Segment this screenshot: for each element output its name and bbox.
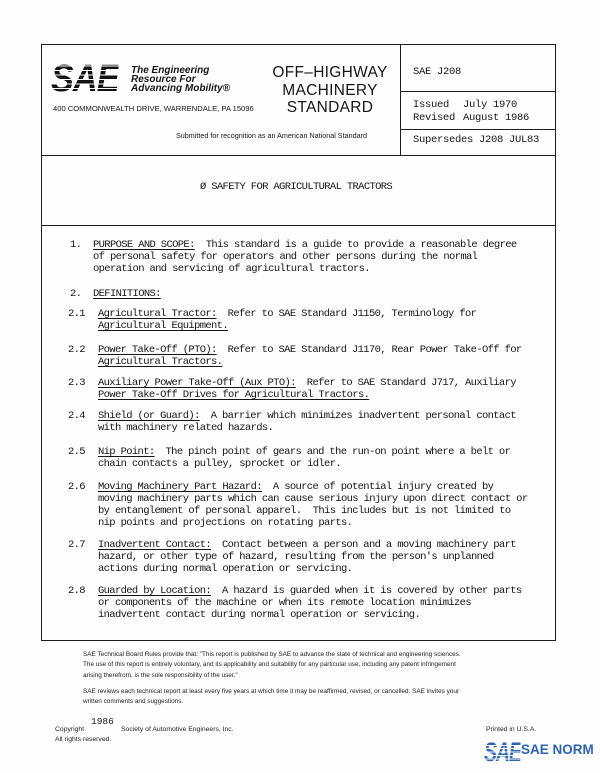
sae-tagline	[131, 67, 230, 93]
definition-text: A source of potential injury created by	[272, 481, 494, 493]
board-rules-line: arising therefrom, is the sole responsibility of the user."	[83, 672, 238, 679]
definition-continuation: Agricultural Equipment.	[98, 320, 228, 332]
section-heading: DEFINITIONS:	[93, 288, 161, 300]
definition-first-line	[98, 410, 516, 422]
definition-number: 2.6	[68, 481, 85, 493]
section-number: 1.	[70, 239, 82, 251]
definition-continuation: Power Take-Off Drives for Agricultural Tractors.	[98, 389, 370, 401]
definition-text: Refer to SAE Standard J717, Auxiliary	[306, 377, 516, 389]
document-number: SAE J208	[413, 66, 462, 78]
definition-continuation: or components of the machine or when its remote location minimizes	[98, 597, 471, 609]
section-first-line	[93, 239, 517, 251]
copyright-year: 1986	[91, 716, 114, 727]
document-type-line: MACHINERY	[282, 81, 378, 99]
definition-term: Guarded by Location:	[98, 585, 212, 597]
document-type-line: STANDARD	[286, 99, 374, 116]
definition-number: 2.4	[68, 410, 85, 422]
definition-text: The pinch point of gears and the run-on point where a belt or	[165, 446, 511, 458]
header-column-divider	[400, 44, 401, 155]
sae-address: 400 COMMONWEALTH DRIVE, WARRENDALE, PA 15096	[53, 104, 254, 113]
definition-text: A barrier which minimizes inadvertent personal contact	[210, 410, 516, 422]
revised-date: August 1986	[463, 112, 530, 124]
title-bottom-rule	[41, 225, 556, 226]
watermark-logo: SAE	[484, 737, 521, 767]
issued-label: Issued	[413, 99, 450, 111]
printed-in: Printed in U.S.A.	[486, 726, 537, 733]
definition-term: Moving Machinery Part Hazard:	[98, 481, 262, 493]
issued-date: July 1970	[463, 99, 518, 111]
dates-cell-rule	[400, 129, 556, 130]
copyright-holder: Society of Automotive Engineers, Inc.	[121, 726, 234, 733]
tagline-line: Advancing Mobility®	[131, 82, 231, 94]
definition-number: 2.1	[68, 308, 85, 320]
definition-term: Shield (or Guard):	[98, 410, 200, 422]
definition-first-line	[98, 344, 522, 356]
definition-continuation: nip points and projections on rotating parts.	[98, 517, 353, 529]
supersedes-note: Supersedes J208 JUL83	[413, 134, 540, 146]
copyright-label: Copyright	[55, 726, 85, 733]
definition-text: Refer to SAE Standard J1150, Terminology for	[227, 308, 477, 320]
definition-first-line	[98, 308, 476, 320]
definition-term: Agricultural Tractor:	[98, 308, 217, 320]
definition-number: 2.3	[68, 377, 85, 389]
review-notice-line: SAE reviews each technical report at least every five years at which time it may be reaffirmed, revised, or cancelled. SAE invites your	[83, 688, 460, 695]
definition-term: Inadvertent Contact:	[98, 539, 212, 551]
document-title	[200, 181, 392, 193]
definition-first-line	[98, 585, 522, 597]
rights-reserved: All rights reserved.	[55, 736, 112, 743]
section-number: 2.	[70, 288, 82, 300]
definition-continuation: by entanglement of personal apparel. This includes but is not limited to	[98, 505, 511, 517]
definition-term: Power Take-Off (PTO):	[98, 344, 217, 356]
board-rules-line: The use of this report is entirely voluntary, and its applicability and suitability for any particular use, including any patent infringement	[83, 661, 456, 668]
definition-number: 2.2	[68, 344, 85, 356]
ansi-submission-note: Submitted for recognition as an American National Standard	[176, 131, 367, 140]
section-continuation: of personal safety for operators and other persons during the normal	[93, 251, 478, 263]
watermark-text: SAE NORM	[521, 742, 594, 757]
definition-continuation: hazard, or other type of hazard, resulting from the person's unplanned	[98, 551, 494, 563]
definition-first-line	[98, 446, 510, 458]
definition-continuation: inadvertent contact during normal operation or servicing.	[98, 609, 421, 621]
header-bottom-rule	[41, 155, 556, 156]
definition-text: Refer to SAE Standard J1170, Rear Power Take-Off for	[227, 344, 522, 356]
section-heading: PURPOSE AND SCOPE:	[93, 239, 195, 251]
definition-number: 2.5	[68, 446, 85, 458]
definition-text: Contact between a person and a moving machinery part	[222, 539, 516, 551]
definition-first-line	[98, 539, 516, 551]
definition-term: Auxiliary Power Take-Off (Aux PTO):	[98, 377, 296, 389]
title-text: SAFETY FOR AGRICULTURAL TRACTORS	[211, 181, 393, 193]
revised-label: Revised	[413, 112, 456, 124]
definition-number: 2.7	[68, 539, 85, 551]
board-rules-line: SAE Technical Board Rules provide that: "This report is published by SAE to advance the state of technical and engineering sciences.	[83, 651, 461, 658]
section-continuation: operation and servicing of agricultural tractors.	[93, 263, 370, 275]
definition-continuation: chain contacts a pulley, sprocket or idler.	[98, 458, 341, 470]
issued-row	[413, 99, 518, 111]
section-text: This standard is a guide to provide a reasonable degree	[205, 239, 517, 251]
document-type	[262, 64, 398, 117]
sae-logo: SAE	[51, 58, 119, 100]
definition-first-line	[98, 481, 527, 493]
definition-continuation: moving machinery parts which can cause serious injury upon direct contact or	[98, 493, 528, 505]
definition-text: A hazard is guarded when it is covered by other parts	[222, 585, 522, 597]
revised-row	[413, 112, 530, 124]
review-notice-line: written comments and suggestions.	[83, 698, 184, 705]
definition-number: 2.8	[68, 585, 85, 597]
definition-continuation: Agricultural Tractors.	[98, 356, 223, 368]
document-type-line: OFF–HIGHWAY	[272, 64, 388, 81]
revision-mark: Ø	[200, 181, 206, 193]
tagline-line: The Engineering	[131, 65, 210, 76]
definition-term: Nip Point:	[98, 446, 155, 458]
definition-continuation: with machinery related hazards.	[98, 422, 274, 434]
doc-number-cell-rule	[400, 91, 556, 92]
definition-first-line	[98, 377, 516, 389]
definition-continuation: actions during normal operation or servicing.	[98, 563, 353, 575]
tagline-line: Resource For	[131, 73, 196, 85]
